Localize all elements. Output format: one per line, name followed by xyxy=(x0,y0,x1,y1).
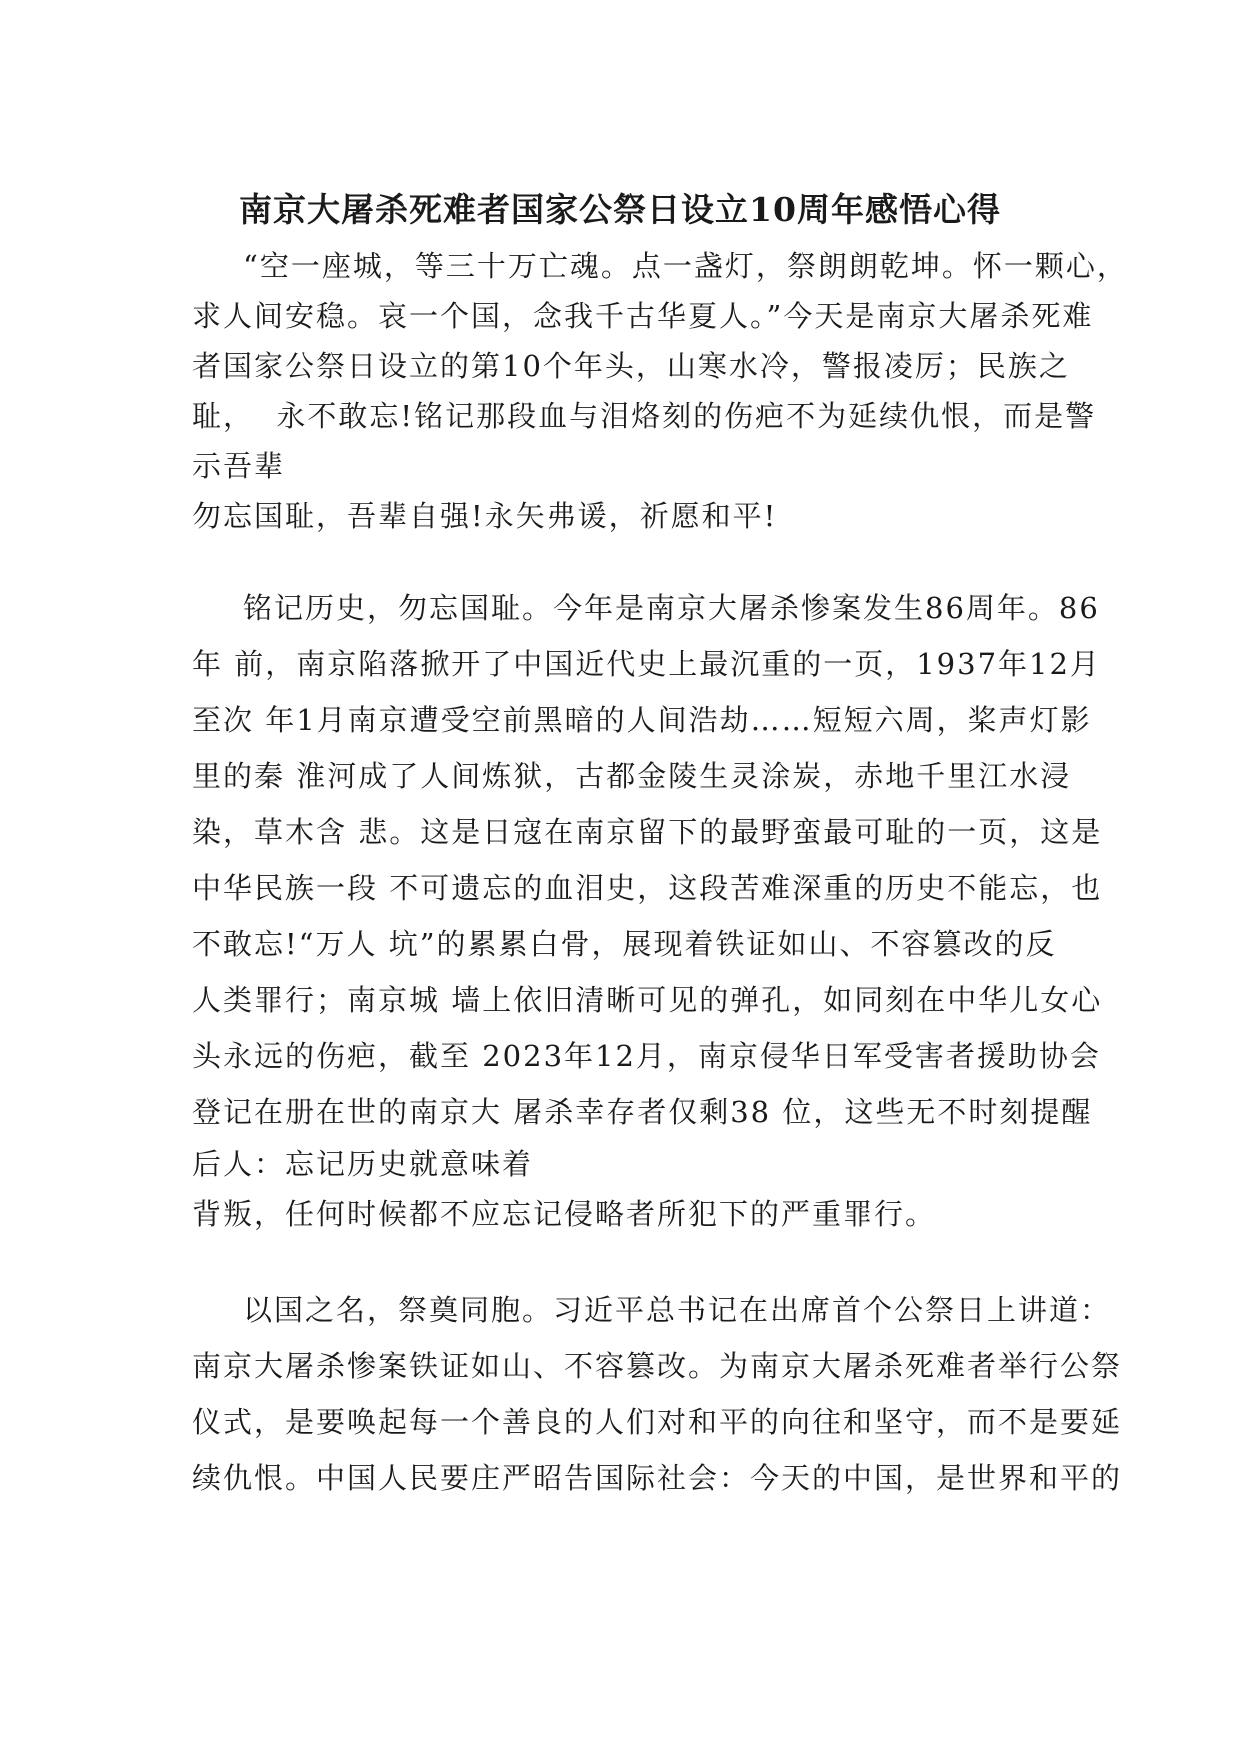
paragraph-2-line-9: 头永远的伤疤，截至 2023年12月，南京侵华日军受害者援助协会 xyxy=(192,1039,1101,1073)
paragraph-1-line-5: 示吾辈 xyxy=(192,449,286,483)
paragraph-2-line-11: 后人：忘记历史就意味着 xyxy=(192,1147,534,1181)
paragraph-2-line-5: 染，草木含 悲。这是日寇在南京留下的最野蛮最可耻的一页，这是 xyxy=(192,815,1103,849)
paragraph-1-line-4: 耻， 永不敢忘!铭记那段血与泪烙刻的伤疤不为延续仇恨，而是警 xyxy=(192,399,1097,433)
paragraph-2-line-12: 背叛，任何时候都不应忘记侵略者所犯下的严重罪行。 xyxy=(192,1197,937,1231)
paragraph-2-line-2: 年 前，南京陷落掀开了中国近代史上最沉重的一页，1937年12月 xyxy=(192,647,1101,681)
paragraph-2-line-1: 铭记历史，勿忘国耻。今年是南京大屠杀惨案发生86周年。86 xyxy=(243,591,1100,625)
paragraph-3-line-1: 以国之名，祭奠同胞。习近平总书记在出席首个公祭日上讲道： xyxy=(243,1293,1112,1327)
paragraph-2-line-3: 至次 年1月南京遭受空前黑暗的人间浩劫……短短六周，桨声灯影 xyxy=(192,703,1092,737)
paragraph-2-line-6: 中华民族一段 不可遗忘的血泪史，这段苦难深重的历史不能忘，也 xyxy=(192,871,1103,905)
paragraph-1-line-1: “空一座城，等三十万亡魂。点一盏灯，祭朗朗乾坤。怀一颗心， xyxy=(243,249,1128,283)
paragraph-1-line-6: 勿忘国耻，吾辈自强!永矢弗谖，祈愿和平! xyxy=(192,499,778,533)
paragraph-3-line-2: 南京大屠杀惨案铁证如山、不容篡改。为南京大屠杀死难者举行公祭 xyxy=(192,1349,1123,1383)
paragraph-2-line-7: 不敢忘!“万人 坑”的累累白骨，展现着铁证如山、不容篡改的反 xyxy=(192,927,1057,961)
paragraph-3-line-4: 续仇恨。中国人民要庄严昭告国际社会：今天的中国，是世界和平的 xyxy=(192,1461,1123,1495)
paragraph-1-line-3: 者国家公祭日设立的第10个年头，山寒水冷，警报凌厉；民族之 xyxy=(192,349,1070,383)
paragraph-1-line-2: 求人间安稳。哀一个国，念我千古华夏人。”今天是南京大屠杀死难 xyxy=(192,299,1094,333)
paragraph-2-line-10: 登记在册在世的南京大 屠杀幸存者仅剩38 位，这些无不时刻提醒 xyxy=(192,1095,1093,1129)
paragraph-2-line-8: 人类罪行；南京城 墙上依旧清晰可见的弹孔，如同刻在中华儿女心 xyxy=(192,983,1103,1017)
paragraph-3-line-3: 仪式，是要唤起每一个善良的人们对和平的向往和坚守，而不是要延 xyxy=(192,1405,1123,1439)
paragraph-2-line-4: 里的秦 淮河成了人间炼狱，古都金陵生灵涂炭，赤地千里江水浸 xyxy=(192,759,1072,793)
document-title: 南京大屠杀死难者国家公祭日设立10周年感悟心得 xyxy=(239,190,1001,229)
